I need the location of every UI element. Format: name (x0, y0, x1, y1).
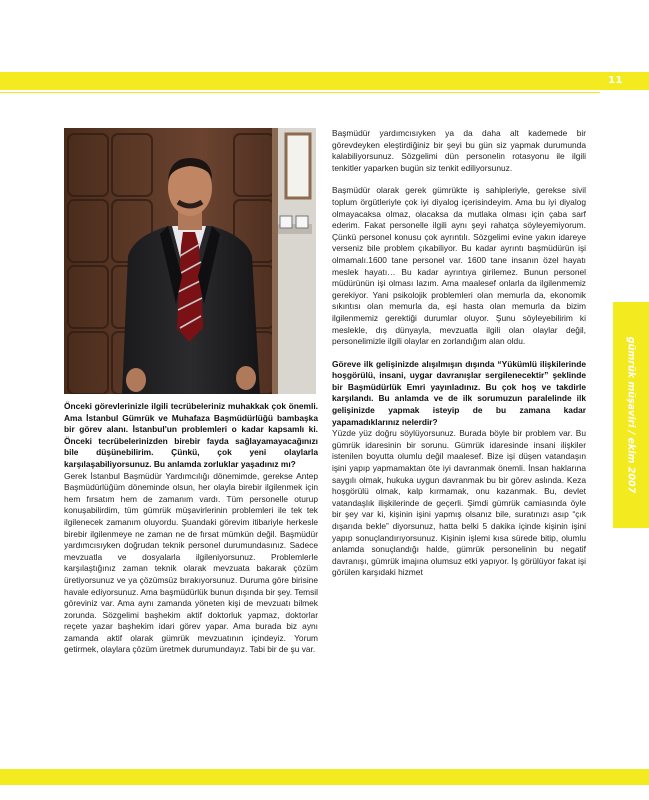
interview-question-2: Göreve ilk gelişinizde alışılmışın dışında “Yükümlü ilişkilerinde hoşgörülü, insani, uygar davranışlar sergilenecektir” şeklinde bir Başmüdürlük Emri yayınladınız. Bu çok hoş ve takdirle karşılandı. Bu anlamda ve de ilk sorumuzun paralelinde ilk gelişinizde yapmak isteyip de bu zamana kadar yapamadıklarınız nelerdir? (332, 358, 586, 427)
interview-question-1: Önceki görevlerinizle ilgili tecrübeleriniz muhakkak çok önemli. Ama İstanbul Gümrük ve Muhafaza Başmüdürlüğü bambaşka bir görev alanı. İstanbul'un problemleri o kadar kapsamlı ki. Önceki tecrübelerinizden birebir fayda sağlayamayacağınızı bile düşünebilirim. Çünkü, çok yeni olaylarla karşılaşabiliyorsunuz. Bu anlamda zorluklar yaşadınız mı? (64, 401, 318, 469)
answer-paragraph-1: Başmüdür yardımcısıyken ya da daha alt kademede bir görevdeyken eleştirdiğiniz bir şeyi bu gün siz yapmak durumunda kalabiliyorsunuz. Sözgelimi dün personelin rotasyonu ile ilgili tenkitler yaparken bugün siz tenkit ediliyorsunuz. (332, 128, 586, 173)
interview-answer-1: Gerek İstanbul Başmüdür Yardımcılığı dönemimde, gerekse Antep Başmüdürlüğüm döneminde olsun, her olayla birebir ilgilenmek için hem fırsatım hem de zamanım vardı. Tüm personelle oturup konuşabilirdim, tüm gümrük müşavirlerinin problemleri ile tek tek ilgilenecek zamanım oluyordu. Şuandaki görevim itibariyle herkesle birebir ilgilenmeye ne zaman ne de fırsat mümkün değil. Başmüdür yardımcısıyken doğrudan teknik personel durumundasınız. Sadece mevzuatla ve dosyalarla ilgileniyorsunuz. Problemlerle karşılaştığınız zaman teknik olarak mevzuata bakarak çözüm üretiyorsunuz ve ya çözümsüz bırakıyorsunuz. Duruma göre birisine havale ediyorsunuz. Ama başmüdürlük bunun dışında bir şey. Temsil göreviniz var. Ama aynı zamanda yöneten kişi de mevzuatı bilmek zorunda. Sözgelimi başhekim aktif doktorluk yapmaz, doktorlar reçete yazar başhekim idari görev yapar. Ama burada biz aynı zamanda aktif olarak gümrük mevzuatının içindeyiz. Yorum getirmek, olaylara çözüm üretmek durumundayız. Tabi bir de şu var. (64, 470, 318, 655)
header-bar (0, 72, 649, 90)
header-rule (0, 92, 600, 93)
footer-bar (0, 769, 649, 785)
portrait-photo (64, 128, 316, 394)
answer-paragraph-2: Başmüdür olarak gerek gümrükte iş sahipleriyle, gerekse sivil toplum örgütleriyle çok iyi diyalog içerisindeyim. Ama bu iyi diyalog olmayacaksa olmaz, olacaksa da mutlaka olması için çaba sarf ederim. Fakat personelle ilgili aynı şeyi rahatça söyleyemiyorum. Çünkü personel konusu çok ayrıntılı. Sözgelimi evine yakın idareye verseniz bile problem çıkabiliyor. Bu kadar ayrıntı başmüdürün işi olmamalı.1600 tane personel var. 1600 tane insanın özel hayatı meslek hayatı… Bu kadar ayrıntıya girilemez. Bunun personel müdürünün işi olması lazım. Ama maalesef onlarla da ilgilenmemiz gerekiyor. Yani psikolojik problemleri olan memurla da, ekonomik sıkıntısı olan memurla da, eşi hasta olan memurla da bizim ilgilenmemiz gerektiği durumlar oluyor. Şunu söyleyebilirim ki meslekle, dış dünyayla, mevzuatla ilgili olan olaylar değil, personelimizle ilgili olaylar en zorlandığım alan oldu. (332, 185, 586, 347)
side-tab (613, 302, 649, 528)
interview-answer-2: Yüzde yüz doğru söylüyorsunuz. Burada böyle bir problem var. Bu gümrük idaresinin bir sorunu. Gümrük idaresinde insani ilişkiler istenilen boyutta olumlu değil maalesef. Bize işi düşen vatandaşın işini yapıp yapmamaktan öte iyi davranmak önemli. İnsan haklarına saygılı olmak, hukuka uygun davranmak bu bir görev aslında. Keza hoşgörülü olmak, kalp kırmamak, onu kazanmak. Bu, devlet vatandaşlık ilişkilerinde de geçerli. Şimdi gümrük camiasında öyle bir şey var ki, kişinin işini yapmış olsanız bile, suratınızı asıp “çık dışarıda bekle” diyorsunuz, hatta belki 5 dakika içinde kişinin işini yapıp sonuçlandırıyorsunuz. Kişinin işlemi kısa sürede bitip, olumlu anlamda sonuçlandığı halde, gümrük personelinin bu negatif davranışı, gümrük imajına olumsuz etki yapıyor. İş görülüyor fakat işi görülen karşıdaki hizmet (332, 428, 586, 578)
left-column (64, 401, 318, 656)
side-tab-text: gümrük müşaviri / ekim 2007 (625, 336, 637, 494)
right-column (332, 128, 586, 579)
page-number: 11 (608, 75, 623, 86)
